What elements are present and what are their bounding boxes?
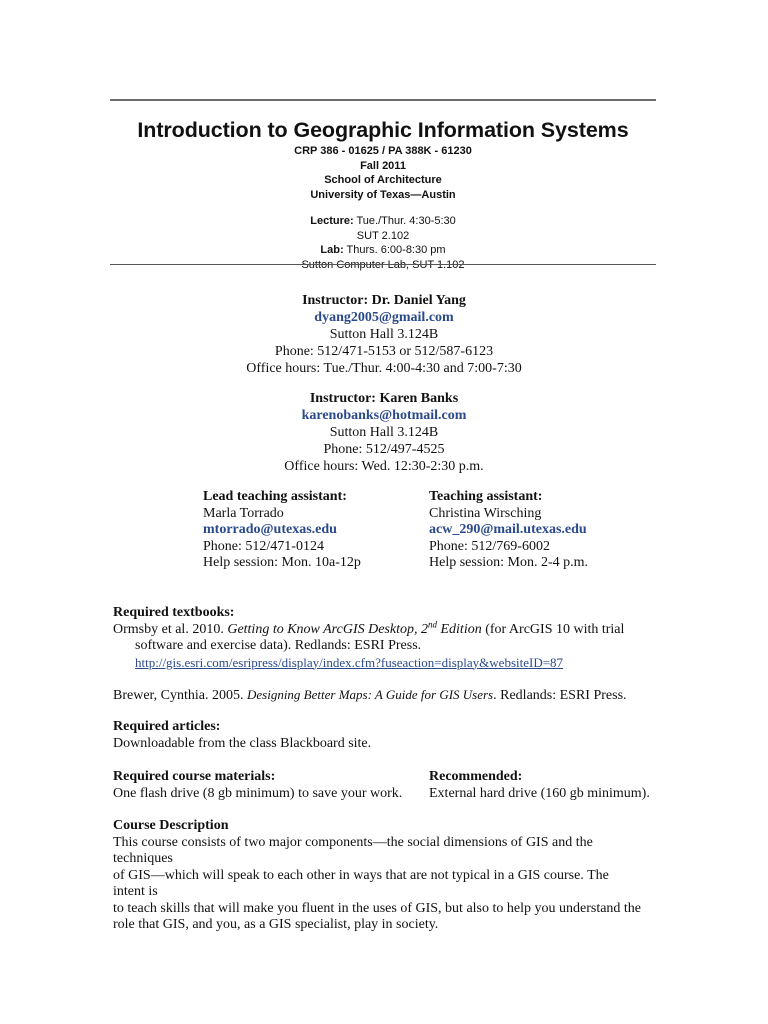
top-divider (110, 99, 656, 101)
ta-name: Christina Wirsching (429, 505, 542, 521)
instructor-yang (110, 292, 658, 377)
articles-heading: Required articles: (113, 719, 221, 734)
course-description (113, 818, 643, 934)
ta-email[interactable]: acw_290@mail.utexas.edu (429, 522, 587, 537)
textbook-brewer: Brewer, Cynthia. 2005. Designing Better Maps: A Guide for GIS Users. Redlands: ESRI Press. (113, 687, 627, 703)
textbook-ormsby: Ormsby et al. 2010. Getting to Know ArcGIS Desktop, 2nd Edition (for ArcGIS 10 with trial (113, 618, 625, 637)
textbooks-heading: Required textbooks: (113, 605, 235, 620)
lead-ta-heading: Lead teaching assistant: (203, 489, 347, 504)
instructor-name: Instructor: Karen Banks (309, 391, 459, 406)
university-name: University of Texas—Austin (310, 188, 456, 201)
materials-heading: Required course materials: (113, 769, 276, 784)
materials-text: One flash drive (8 gb minimum) to save your work. (113, 785, 403, 801)
ta-help-session: Help session: Mon. 2-4 p.m. (429, 555, 589, 570)
recommended-heading: Recommended: (429, 769, 523, 784)
course-codes: CRP 386 - 01625 / PA 388K - 61230 (294, 145, 472, 157)
instructor-office: Sutton Hall 3.124B (329, 425, 439, 440)
instructor-email[interactable]: dyang2005@gmail.com (314, 310, 454, 325)
course-title: Introduction to Geographic Information Systems (137, 118, 629, 142)
instructor-office-hours: Office hours: Wed. 12:30-2:30 p.m. (284, 459, 484, 474)
description-line: of GIS—which will speak to each other in ways that are not typical in a GIS course. The intent is (113, 867, 609, 899)
instructor-name: Instructor: Dr. Daniel Yang (302, 293, 466, 308)
required-articles (113, 719, 643, 752)
ta-block (429, 489, 588, 572)
lead-ta-email[interactable]: mtorrado@utexas.edu (203, 522, 337, 537)
required-textbooks (113, 605, 643, 672)
description-line: This course consists of two major components—the social dimensions of GIS and the techniques (113, 834, 593, 866)
lead-ta-block (203, 489, 361, 572)
lab-room: Sutton Computer Lab, SUT 1.102 (301, 258, 465, 271)
lead-ta-phone: Phone: 512/471-0124 (203, 538, 324, 554)
ta-heading: Teaching assistant: (429, 489, 543, 504)
school-name: School of Architecture (324, 174, 442, 186)
lab-time: Lab: Thurs. 6:00-8:30 pm (320, 244, 446, 256)
required-materials (113, 769, 413, 802)
instructor-office: Sutton Hall 3.124B (329, 327, 439, 342)
instructor-email[interactable]: karenobanks@hotmail.com (301, 408, 467, 423)
instructor-office-hours: Office hours: Tue./Thur. 4:00-4:30 and 7:00-7:30 (246, 361, 522, 376)
instructor-banks (110, 390, 658, 475)
recommended-materials (429, 769, 650, 802)
recommended-text: External hard drive (160 gb minimum). (429, 785, 650, 801)
lecture-time: Lecture: Tue./Thur. 4:30-5:30 (310, 215, 456, 227)
articles-text: Downloadable from the class Blackboard site. (113, 735, 372, 751)
description-line: role that GIS, and you, as a GIS specialist, play in society. (113, 917, 439, 932)
course-header (110, 117, 656, 272)
description-heading: Course Description (113, 818, 229, 833)
textbook-ormsby-note: software and exercise data). Redlands: ESRI Press. (135, 638, 422, 653)
ta-phone: Phone: 512/769-6002 (429, 538, 550, 554)
textbook-link[interactable]: http://gis.esri.com/esripress/display/index.cfm?fuseaction=display&websiteID=87 (135, 654, 564, 670)
lecture-room: SUT 2.102 (356, 229, 410, 242)
header-divider (110, 264, 656, 265)
lead-ta-name: Marla Torrado (203, 505, 284, 521)
description-line: to teach skills that will make you fluent in the uses of GIS, but also to help you understand the (113, 900, 642, 916)
course-term: Fall 2011 (360, 159, 406, 172)
instructor-phone: Phone: 512/471-5153 or 512/587-6123 (274, 344, 494, 359)
instructor-phone: Phone: 512/497-4525 (323, 442, 445, 457)
lead-ta-help-session: Help session: Mon. 10a-12p (203, 555, 361, 570)
